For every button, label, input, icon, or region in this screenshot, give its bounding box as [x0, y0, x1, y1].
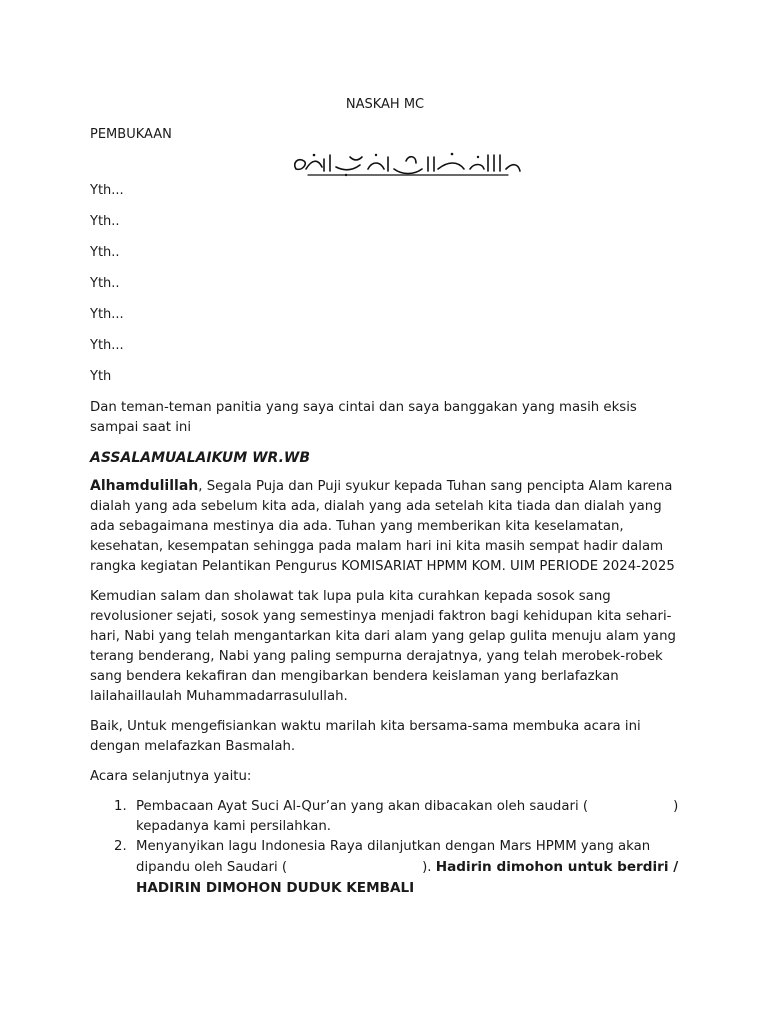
opening-paragraph: Baik, Untuk mengefisiankan waktu marilah kita bersama-sama membuka acara ini dengan melafazkan Basmalah.: [90, 719, 641, 754]
salam-opening: ASSALAMUALAIKUM WR.WB: [90, 450, 311, 466]
section-heading: PEMBUKAAN: [90, 127, 172, 142]
yth-line: Yth..: [90, 276, 120, 291]
agenda-list: [90, 797, 680, 899]
agenda-number: 1.: [114, 799, 127, 814]
sholawat-paragraph: Kemudian salam dan sholawat tak lupa pula kita curahkan kepada sosok sang revolusioner sejati, sosok yang semestinya menjadi faktron bagi kehidupan kita sehari-hari, Nabi yang telah mengantarkan kita dari alam yang gelap gulita menuju alam yang terang benderang, Nabi yang paling sempurna derajatnya, yang telah merobek-robek sang bendera kekafiran dan mengibarkan bendera keislaman yang berlafazkan lailahaillaulah Muhammadarrasulullah.: [90, 589, 676, 704]
yth-line: Yth...: [90, 338, 124, 353]
alhamdulillah-lead: Alhamdulillah: [90, 478, 199, 494]
agenda-text-after: ).: [422, 860, 432, 875]
alhamdulillah-text: , Segala Puja dan Puji syukur kepada Tuhan sang pencipta Alam karena dialah yang ada sebelum kita ada, dialah yang ada setelah kita tiada dan dialah yang ada sebagaimana mestinya dia ada. Tuhan yang memberikan kita keselamatan, kesehatan, kesempatan sehingga pada malam hari ini kita masih sempat hadir dalam rangka kegiatan Pelantikan Pengurus KOMISARIAT HPMM KOM. UIM PERIODE 2024-2025: [90, 479, 675, 574]
agenda-text-before: Pembacaan Ayat Suci Al-Qur’an yang akan dibacakan oleh saudari (: [136, 799, 589, 814]
yth-line: Yth: [90, 369, 112, 384]
next-agenda-heading: Acara selanjutnya yaitu:: [90, 769, 252, 784]
document-body: [90, 95, 680, 899]
agenda-text-after: ) kepadanya kami persilahkan.: [136, 799, 679, 834]
yth-greetings-list: [90, 181, 680, 387]
agenda-instruction: Hadirin dimohon untuk berdiri / HADIRIN DIMOHON DUDUK KEMBALI: [136, 859, 679, 896]
basmalah-calligraphy-image: [288, 149, 524, 179]
agenda-item: [114, 837, 680, 899]
yth-line: Yth...: [90, 183, 124, 198]
agenda-text-before: Menyanyikan lagu Indonesia Raya dilanjutkan dengan Mars HPMM yang akan dipandu oleh Saudari (: [136, 839, 651, 875]
agenda-item: [114, 797, 680, 837]
agenda-number: 2.: [114, 839, 127, 854]
alhamdulillah-paragraph: [90, 476, 680, 577]
committee-greeting: Dan teman-teman panitia yang saya cintai dan saya banggakan yang masih eksis sampai saat ini: [90, 400, 637, 435]
yth-line: Yth..: [90, 245, 120, 260]
document-title: NASKAH MC: [345, 97, 425, 112]
yth-line: Yth...: [90, 307, 124, 322]
yth-line: Yth..: [90, 214, 120, 229]
